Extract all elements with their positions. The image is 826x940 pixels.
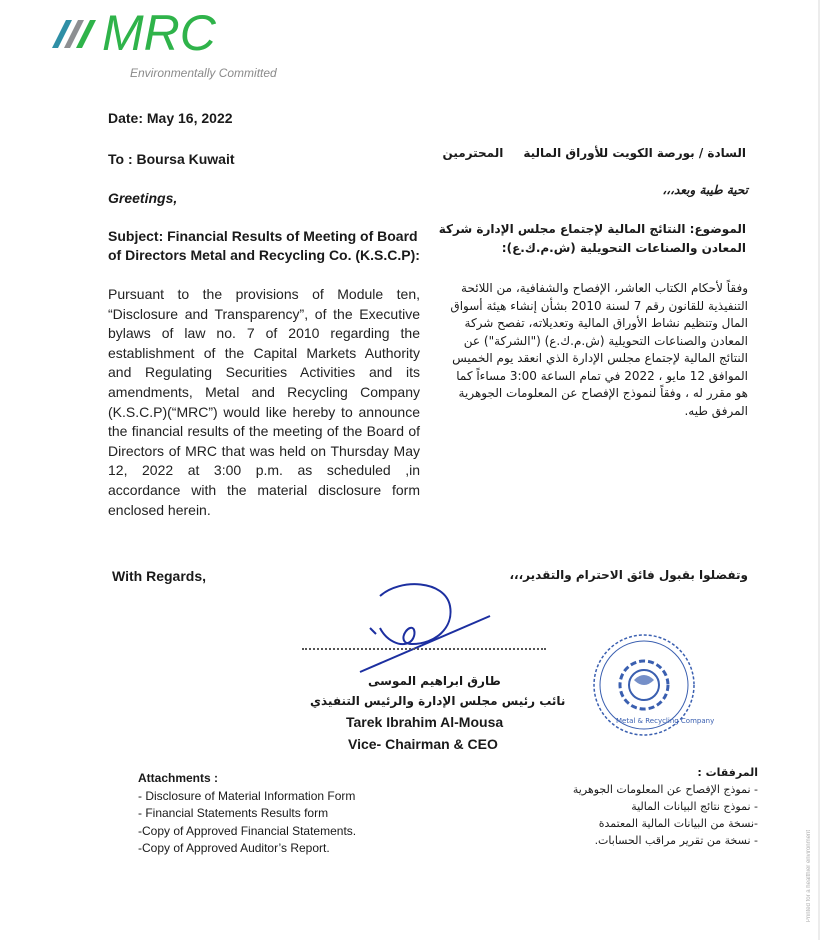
signatory-title: Vice- Chairman & CEO bbox=[348, 736, 498, 752]
attachment-item: -Copy of Approved Financial Statements. bbox=[138, 823, 357, 838]
arabic-closing: وتفضلوا بقبول فائق الاحترام والتقدير،،، bbox=[509, 568, 748, 582]
attachment-item-arabic: -نسخة من البيانات المالية المعتمدة bbox=[598, 817, 758, 830]
mrc-logo bbox=[50, 6, 290, 66]
signatory-title-arabic: نائب رئيس مجلس الإدارة والرئيس التنفيذي bbox=[310, 694, 566, 708]
arabic-subject: الموضوع: النتائج المالية لإجتماع مجلس الإدارة شركة المعادن والصناعات التحويلية (ش.م.ك.ع): bbox=[438, 222, 746, 255]
arabic-addressee-name: السادة / بورصة الكويت للأوراق المالية bbox=[523, 146, 746, 160]
arabic-honorific: المحترمين bbox=[442, 146, 504, 160]
letter-subject: Subject: Financial Results of Meeting of Board of Directors Metal and Recycling Co. (K.S.C.P): bbox=[108, 228, 420, 263]
letter-date: Date: May 16, 2022 bbox=[108, 110, 233, 126]
logo-wordmark: MRC bbox=[102, 5, 216, 61]
attachments-arabic bbox=[573, 764, 758, 849]
signature-line bbox=[302, 642, 546, 650]
attachment-item: -Copy of Approved Auditor’s Report. bbox=[138, 841, 330, 855]
signatory-name: Tarek Ibrahim Al-Mousa bbox=[346, 714, 504, 730]
arabic-greeting: تحية طيبة وبعد،،، bbox=[662, 183, 748, 197]
logo-tagline: Environmentally Committed bbox=[130, 66, 277, 80]
attachment-item-arabic: - نسخة من تقرير مراقب الحسابات. bbox=[594, 834, 758, 847]
attachments-heading-arabic: المرفقات : bbox=[697, 766, 758, 779]
attachment-item-arabic: - نموذج الإفصاح عن المعلومات الجوهرية bbox=[572, 783, 758, 796]
signatory-name-arabic: طارق ابراهيم الموسى bbox=[368, 674, 501, 688]
letter-recipient: To : Boursa Kuwait bbox=[108, 151, 235, 167]
company-stamp bbox=[584, 630, 715, 740]
attachment-item: - Financial Statements Results form bbox=[138, 806, 329, 820]
side-note: Printed for a healthier environment bbox=[806, 830, 812, 923]
arabic-addressee bbox=[443, 146, 746, 160]
attachments-english bbox=[138, 770, 356, 858]
arabic-body: وفقاً لأحكام الكتاب العاشر، الإفصاح والشفافية، من اللائحة التنفيذية للقانون رقم 7 لسنة 2010 بشأن إنشاء هيئة أسواق المال وتنظيم نشاط الأوراق المالية وتعديلاته، تفصح شركة المعادن والصناعات التحويلية (ش.م.ك.ع) ("الشركة") عن النتائج المالية لإجتماع مجلس الإدارة الذي انعقد يوم الخميس الموافق 12 مايو ، 2022 في تمام الساعة 3:00 مساءاً كما هو مقرر له ، وفقاً لنموذج الإفصاح عن المعلومات الجوهرية المرفق طيه. bbox=[450, 281, 748, 418]
stamp-text: Metal & Recycling Company bbox=[616, 717, 715, 725]
attachments-heading: Attachments : bbox=[138, 771, 219, 785]
letter-closing: With Regards, bbox=[112, 568, 206, 584]
letter-greeting: Greetings, bbox=[108, 190, 178, 206]
attachment-item: - Disclosure of Material Information Form bbox=[138, 788, 356, 803]
page-edge bbox=[818, 0, 820, 940]
signature bbox=[350, 578, 500, 678]
letter-body: Pursuant to the provisions of Module ten, “Disclosure and Transparency”, of the Executive bylaws of law no. 7 of 2010 regarding the establishment of the Capital Markets Authority and Regulating Securities Activities and its amendments, Metal and Recycling Company (K.S.C.P)(“MRC”) would like hereby to announce the financial results of the meeting of the Board of Directors of MRC that was held on Thursday May 12, 2022 at 3:00 p.m. as scheduled ,in accordance with the material disclosure form enclosed herein. bbox=[108, 286, 420, 518]
attachment-item-arabic: - نموذج نتائج البيانات المالية bbox=[631, 800, 758, 813]
